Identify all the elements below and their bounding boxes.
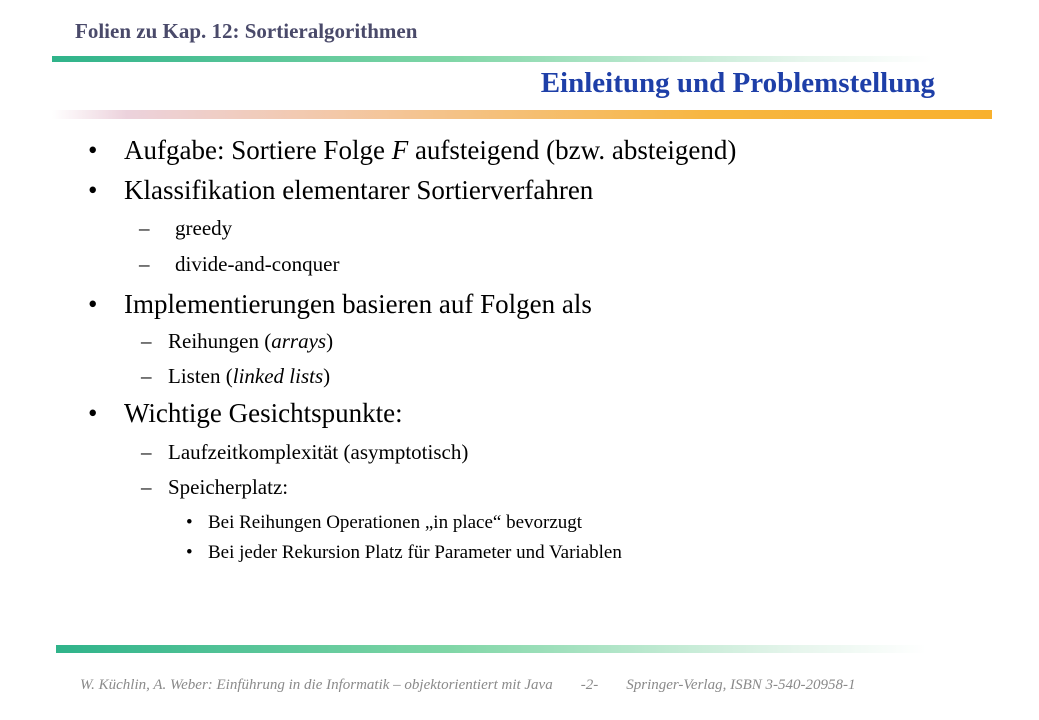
dash-icon: – xyxy=(141,475,152,499)
sub-item-arrays xyxy=(141,329,333,354)
sub-item-text: greedy xyxy=(175,216,233,240)
sub-sub-item-text: Bei jeder Rekursion Platz für Parameter und Variablen xyxy=(208,542,622,563)
bullet-text: aufsteigend (bzw. absteigend) xyxy=(408,135,737,165)
bullet-item-classification xyxy=(88,175,593,206)
sub-item-text: Laufzeitkomplexität (asymptotisch) xyxy=(168,440,469,464)
sub-item-linked-lists xyxy=(141,364,330,389)
bullet-icon: • xyxy=(88,398,98,428)
footer-publisher: Springer-Verlag, ISBN 3-540-20958-1 xyxy=(626,677,856,693)
bullet-item-aspects xyxy=(88,398,403,429)
sub-sub-item-recursion xyxy=(186,542,622,564)
bullet-text-italic: F xyxy=(391,135,409,165)
sub-item-runtime xyxy=(141,440,468,465)
sub-item-divide-and-conquer xyxy=(139,252,339,277)
bullet-icon: • xyxy=(88,289,98,319)
sub-sub-item-in-place xyxy=(186,512,582,534)
bullet-text: Implementierungen basieren auf Folgen als xyxy=(124,289,592,319)
sub-item-greedy xyxy=(139,216,232,241)
bullet-text: Wichtige Gesichtspunkte: xyxy=(124,398,403,428)
sub-item-memory xyxy=(141,475,288,500)
header-title: Folien zu Kap. 12: Sortieralgorithmen xyxy=(75,19,418,43)
bullet-item-implementations xyxy=(88,289,592,320)
bullet-icon: • xyxy=(186,512,193,533)
sub-item-text-italic: linked lists xyxy=(232,364,324,388)
sub-sub-item-text: Bei Reihungen Operationen „in place“ bevorzugt xyxy=(208,512,583,533)
bullet-icon: • xyxy=(88,175,98,205)
bullet-icon: • xyxy=(88,135,98,165)
footer-page-number: -2- xyxy=(580,677,599,693)
dash-icon: – xyxy=(141,329,152,353)
dash-icon: – xyxy=(139,252,150,276)
sub-item-text: divide-and-conquer xyxy=(175,252,340,276)
footer-divider xyxy=(56,645,926,653)
slide-title: Einleitung und Problemstellung xyxy=(540,67,935,99)
sub-item-text: Reihungen ( xyxy=(168,329,272,353)
sub-item-text: Listen ( xyxy=(168,364,233,388)
bullet-text: Klassifikation elementarer Sortierverfahren xyxy=(124,175,594,205)
footer xyxy=(80,677,856,694)
bullet-icon: • xyxy=(186,542,193,563)
sub-item-text: ) xyxy=(326,329,334,353)
dash-icon: – xyxy=(141,440,152,464)
sub-item-text: ) xyxy=(323,364,331,388)
dash-icon: – xyxy=(139,216,150,240)
sub-item-text: Speicherplatz: xyxy=(168,475,289,499)
dash-icon: – xyxy=(141,364,152,388)
sub-item-text-italic: arrays xyxy=(271,329,327,353)
footer-authors: W. Küchlin, A. Weber: Einführung in die Informatik – objektorientiert mit Java xyxy=(80,677,553,693)
bullet-text: Aufgabe: Sortiere Folge xyxy=(124,135,392,165)
bullet-item-task xyxy=(88,135,736,166)
